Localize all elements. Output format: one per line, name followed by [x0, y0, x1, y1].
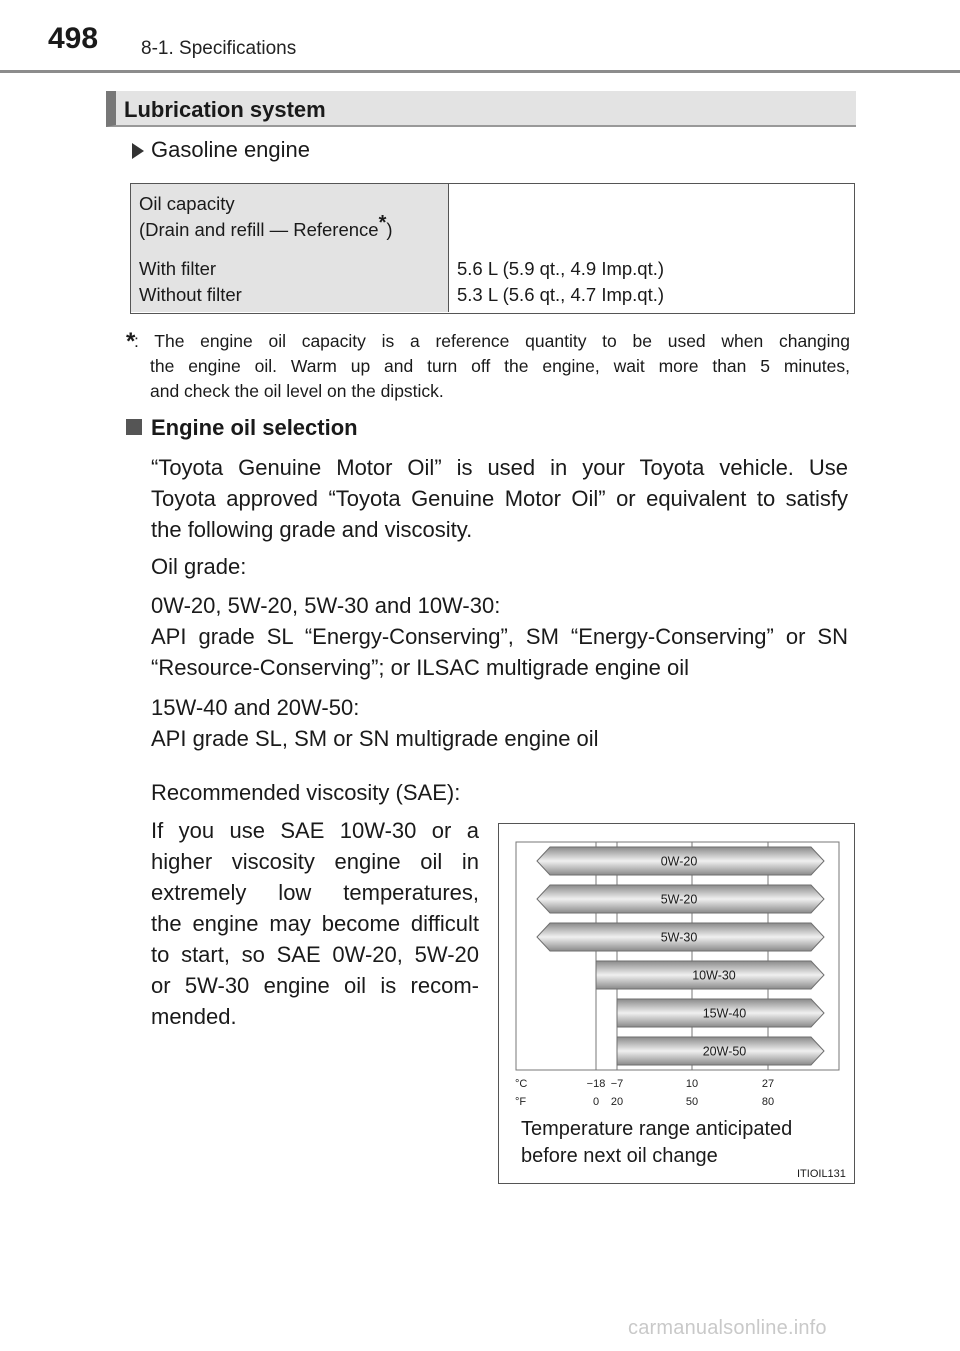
viscosity-bar-label: 10W-30	[692, 968, 736, 983]
without-filter-value: 5.3 L (5.6 qt., 4.7 Imp.qt.)	[457, 284, 665, 305]
section-title: Lubrication system	[124, 97, 326, 122]
footnote-text: : The engine oil capacity is a reference quantity to be used when changing the engine oil. Warm up and turn off the engine, wait more than 5 minutes, and check the oil level on the dipstick.	[134, 331, 850, 401]
fahrenheit-tick-label: 20	[610, 1096, 624, 1108]
fahrenheit-tick-label: 50	[685, 1096, 699, 1108]
viscosity-bar-label: 0W-20	[660, 854, 698, 869]
gasoline-engine-label: Gasoline engine	[151, 137, 311, 162]
celsius-unit-label: °C	[515, 1078, 528, 1090]
celsius-tick-label: 27	[761, 1078, 775, 1090]
chapter-title: 8-1. Specifications	[141, 38, 297, 59]
figure-code: ITIOIL131	[797, 1168, 846, 1180]
engine-oil-selection-title: Engine oil selection	[151, 415, 358, 440]
oil-grade-label: Oil grade:	[151, 554, 247, 579]
viscosity-bar-label: 5W-30	[660, 930, 698, 945]
celsius-tick-label: −7	[610, 1078, 624, 1090]
fahrenheit-tick-label: 0	[592, 1096, 600, 1108]
viscosity-bar-label: 15W-40	[702, 1006, 747, 1021]
grade-paragraph-high-viscosity: 15W-40 and 20W-50: API grade SL, SM or SN multigrade engine oil	[151, 695, 599, 751]
capacity-heading: Oil capacity (Drain and refill — Reference*)	[139, 193, 393, 240]
celsius-tick-label: 10	[685, 1078, 699, 1090]
viscosity-bar-label: 5W-20	[660, 892, 698, 907]
oil-capacity-table	[130, 183, 855, 314]
without-filter-label: Without filter	[139, 284, 242, 305]
watermark-text: carmanualsonline.info	[628, 1317, 827, 1339]
chart-caption: Temperature range anticipated before next oil change	[521, 1118, 793, 1167]
grade-paragraph-low-viscosity: 0W-20, 5W-20, 5W-30 and 10W-30: API grade SL “Energy-Conserving”, SM “Energy-Conserving” or SN “Resource-Conserving”; or ILSAC multigrade engine oil	[151, 593, 848, 680]
fahrenheit-tick-label: 80	[761, 1096, 775, 1108]
chart-plot-frame	[516, 842, 839, 1070]
cold-start-note: If you use SAE 10W-30 or a higher viscosity engine oil in extremely low temperatures, the engine may become difficult to start, so SAE 0W-20, 5W-20 or 5W-30 engine oil is recom- mended.	[151, 818, 479, 1029]
page-number: 498	[48, 22, 99, 55]
header-divider	[0, 70, 960, 73]
capacity-values	[457, 256, 664, 308]
celsius-tick-label: −18	[586, 1078, 606, 1090]
triangle-bullet-icon	[132, 143, 144, 159]
fahrenheit-unit-label: °F	[515, 1096, 527, 1108]
with-filter-label: With filter	[139, 258, 217, 279]
with-filter-value: 5.6 L (5.9 qt., 4.9 Imp.qt.)	[457, 258, 665, 279]
intro-paragraph: “Toyota Genuine Motor Oil” is used in your Toyota vehicle. Use Toyota approved “Toyota Genuine Motor Oil” or equivalent to satisfy the following grade and viscosity.	[151, 455, 848, 542]
footnote-asterisk: *	[126, 328, 136, 355]
viscosity-bar-label: 20W-50	[702, 1044, 747, 1059]
recommended-viscosity-label: Recommended viscosity (SAE):	[151, 780, 461, 805]
square-bullet-icon	[126, 419, 142, 435]
filter-labels	[139, 256, 242, 308]
